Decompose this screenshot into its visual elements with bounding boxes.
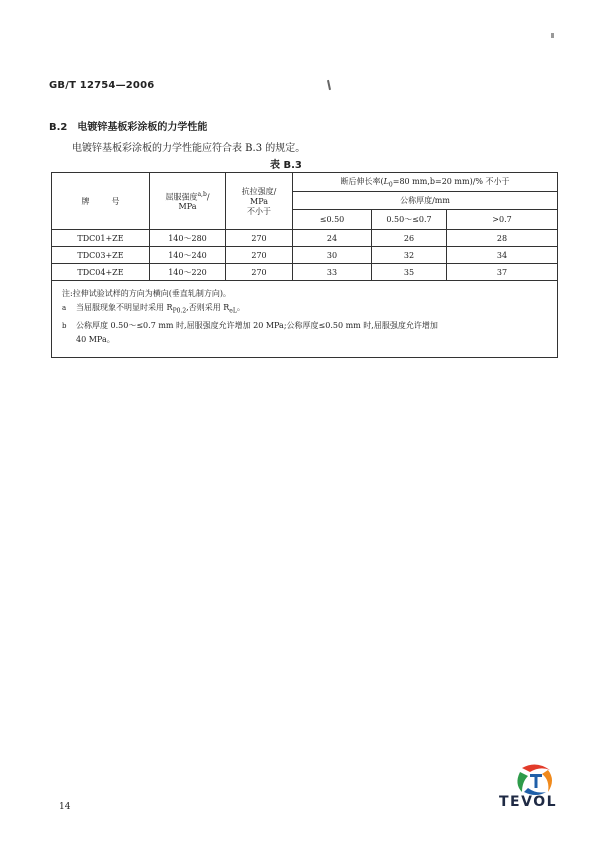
elong-L: L	[383, 176, 389, 186]
header-grade-char-2: 号	[111, 196, 120, 206]
logo-t-stem	[535, 774, 538, 788]
header-thickness-3: >0.7	[447, 209, 558, 229]
page-number: 14	[59, 802, 71, 812]
cell-elong-1: 33	[293, 264, 372, 281]
cell-elong-3: 34	[447, 247, 558, 264]
cell-elong-2: 35	[372, 264, 447, 281]
cell-tensile: 270	[226, 264, 293, 281]
yield-unit: MPa	[178, 202, 197, 212]
logo-orange-swoosh	[542, 770, 552, 792]
header-grade-char-1: 牌	[81, 196, 90, 206]
note-a-sub-2: eL	[229, 307, 237, 315]
cell-elong-2: 32	[372, 247, 447, 264]
cell-tensile: 270	[226, 230, 293, 247]
cell-elong-1: 30	[293, 247, 372, 264]
table-row	[52, 230, 558, 247]
mechanical-properties-table	[51, 172, 558, 358]
note-main: 注:拉伸试验试样的方向为横向(垂直轧制方向)。	[62, 289, 231, 298]
note-b-mark: b	[62, 321, 67, 330]
cell-yield: 140～280	[150, 230, 226, 247]
scan-mark	[327, 80, 331, 90]
note-a-text-3: 。	[236, 303, 245, 312]
section-number: B.2	[49, 122, 68, 133]
note-a-mark: a	[62, 304, 67, 312]
header-nominal-thickness: 公称厚度/mm	[293, 192, 558, 209]
elong-L-sub: 0	[388, 181, 393, 189]
table-notes-row	[52, 281, 558, 358]
note-a-text-1: 当屈服现象不明显时采用 R	[76, 303, 173, 312]
cell-grade: TDC04+ZE	[52, 264, 150, 281]
cell-elong-3: 28	[447, 230, 558, 247]
logo-green-swoosh	[517, 772, 528, 792]
yield-footnote-ref: a,b	[197, 190, 207, 198]
header-thickness-2: 0.50～≤0.7	[372, 209, 447, 229]
cell-elong-2: 26	[372, 230, 447, 247]
tensile-min: 不小于	[247, 206, 271, 216]
note-b-text-1: 公称厚度 0.50～≤0.7 mm 时,屈服强度允许增加 20 MPa;公称厚度≤0.50 mm 时,屈服强度允许增加	[76, 320, 438, 330]
table-row	[52, 247, 558, 264]
table-row	[52, 264, 558, 281]
logo-red-swoosh	[522, 764, 550, 772]
cell-grade: TDC01+ZE	[52, 230, 150, 247]
note-a	[62, 301, 557, 319]
note-a-text-2: ,否则采用 R	[186, 303, 230, 312]
yield-label: 屈服强度	[165, 192, 198, 202]
scan-speck	[551, 33, 554, 38]
table-header-row	[52, 173, 558, 192]
elong-rest: =80 mm,b=20 mm)/% 不小于	[392, 176, 510, 186]
table-notes	[52, 281, 558, 358]
cell-elong-3: 37	[447, 264, 558, 281]
note-a-sub-1: P0.2	[172, 307, 187, 315]
standard-code: GB/T 12754—2006	[49, 80, 155, 91]
logo-wordmark: TEVOL	[499, 794, 558, 810]
header-thickness-1: ≤0.50	[293, 209, 372, 229]
header-tensile-strength	[226, 173, 293, 230]
cell-tensile: 270	[226, 247, 293, 264]
intro-paragraph: 电镀锌基板彩涂板的力学性能应符合表 B.3 的规定。	[72, 143, 306, 154]
section-title: 电镀锌基板彩涂板的力学性能	[77, 122, 208, 133]
yield-slash: /	[206, 192, 210, 202]
cell-yield: 140～240	[150, 247, 226, 264]
cell-yield: 140～220	[150, 264, 226, 281]
elong-prefix: 断后伸长率(	[340, 176, 384, 186]
header-elongation	[293, 173, 558, 192]
cell-elong-1: 24	[293, 230, 372, 247]
table-caption: 表 B.3	[270, 160, 302, 171]
tensile-label: 抗拉强度/	[241, 186, 277, 196]
note-b-continued: 40 MPa。	[76, 334, 115, 344]
cell-grade: TDC03+ZE	[52, 247, 150, 264]
tensile-unit: MPa	[250, 196, 268, 206]
header-yield-strength	[150, 173, 226, 230]
note-b	[62, 319, 557, 333]
section-heading	[49, 118, 207, 133]
header-grade	[52, 173, 150, 230]
